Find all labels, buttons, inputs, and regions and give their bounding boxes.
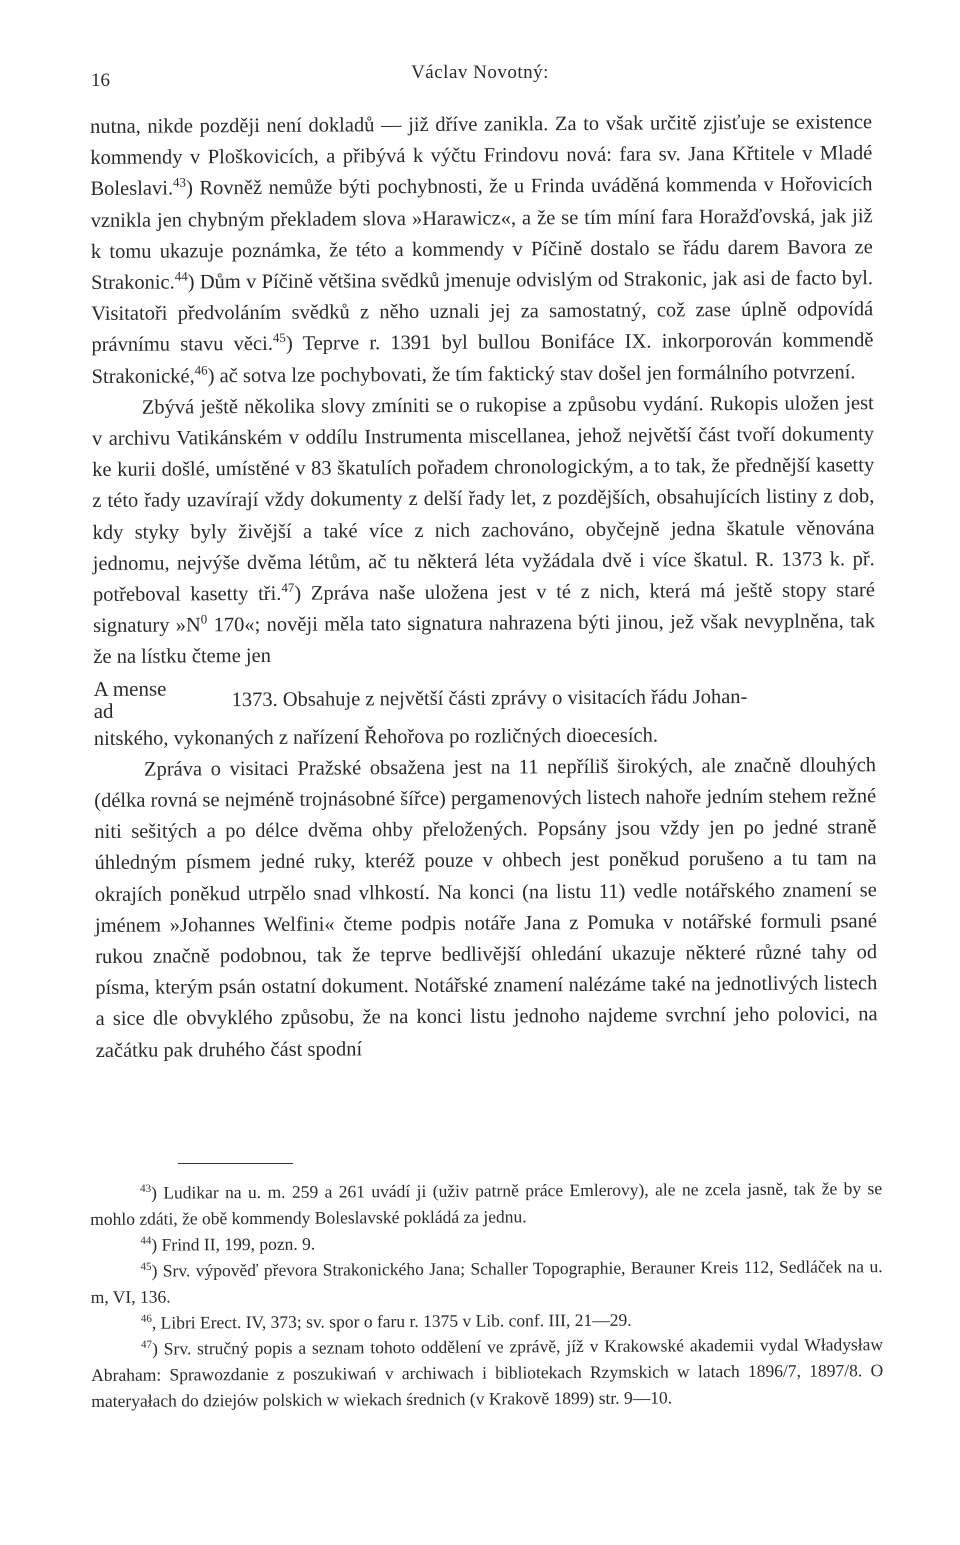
paragraph-text: nutna, nikde později není dokladů — již dříve zanikla. Za to však určitě zjisťuje se existence kommendy v Ploškovicích, a přibývá k výčtu Frindovu nová: fara sv. Jana Křtitele v Mladé Boleslavi. [90,111,873,201]
mense-bottom: ad [93,698,114,723]
footnote-mark: 46 [140,1312,152,1325]
footnote-ref: 45 [272,330,286,346]
footnotes [90,1175,883,1414]
footnote-mark: 47 [140,1338,153,1351]
footnote-text: , Libri Erect. IV, 373; sv. spor o faru r. 1375 v Lib. conf. III, 21—29. [151,1309,632,1333]
footnote-text: ) Frind II, 199, pozn. 9. [151,1233,316,1255]
footnote-ref: 44 [174,268,188,284]
paragraph-text: Zbývá ještě několika slovy zmíniti se o rukopise a způsobu vydání. Rukopis uložen jest v archivu Vatikánském v oddílu Instrumenta miscellanea, jehož největší část tvoří dokumenty ke kurii došlé, umístěné v 83 škatulích pořadem chronologickým, a to tak, že přednější kasetty z této řady uzavírají vždy dokumenty z delší řady let, z pozdějších, obsahujících listiny z dob, kdy styky byly živější a také více z nich zachováno, obyčejně jedna škatule věnována jednomu, nejvýše dvěma létům, ač tu některá léta vyžádala dvě i více škatul. R. 1373 k. př. potřeboval kasetty tři. [91,392,875,607]
paragraph-text: 170«; nověji měla tato signatura nahrazena býti jinou, jež však nevyplněna, tak že na lístku čteme jen [93,610,876,669]
footnote-text: ) Srv. stručný popis a seznam tohoto oddělení ve zprávě, jíž v Krakowské akademii vydal Władysław Abraham: Sprawozdanie z poszukiwań v archiwach i bibliotekach Rzymskich w latach 1896/7, 1897/8. O materyałach do dziejów polskich w wiekach średnich (v Krakově 1899) str. 9—10. [91,1334,884,1411]
footnote-mark: 45 [140,1260,152,1273]
footnote-45 [90,1253,882,1310]
footnote-mark: 44 [140,1234,152,1247]
footnote-ref: 46 [194,362,208,378]
page-header [0,62,960,92]
mense-fraction [93,677,231,722]
footnote-ref: 43 [172,174,187,191]
paragraph-1 [90,107,874,393]
paragraph-2 [92,388,876,674]
paragraph-text: ) Zpráva naše uložena jest v té z nich, která má ještě stopy staré signatury »N [93,579,876,638]
mense-line [93,673,875,722]
footnote-text: ) Ludikar na u. m. 259 a 261 uvádí ji (uživ patrně práce Emlerovy), ale ne zcela jasně, tak že by se mohlo zdáti, že obě kommendy Boleslavské pokládá za jednu. [90,1178,883,1229]
superscript-zero: 0 [200,611,208,627]
paragraph-2-end: nitského, vykonaných z nařízení Řehořova po rozličných dioecesích. [93,724,659,750]
footnote-ref: 47 [281,579,295,596]
footnote-mark: 43 [140,1182,152,1195]
footnote-47 [91,1331,883,1414]
footnote-text: ) Srv. výpověď převora Strakonického Jana; Schaller Topographie, Berauner Kreis 112, Sedláček na u. m, VI, 136. [90,1256,883,1307]
mense-top: A mense [93,676,167,701]
running-head: Václav Novotný: [411,62,549,83]
body-text [90,107,878,1067]
paragraph-text: ) ač sotva lze pochybovati, že tím faktický stav došel jen formálního potvrzení. [207,360,856,387]
paragraph-text: ) Teprve r. 1391 byl bullou Bonifáce IX. inkorporován kommendě Strakonické, [91,329,874,388]
paragraph-text: ) Dům v Píčině většina svědků jmenuje odvislým od Strakonic, jak asi de facto byl. Visitatoři předvoláním svědků z něho uznali jej za samostatný, což zase úplně odpovídá právnímu stavu věci. [91,267,874,357]
footnote-divider [178,1163,293,1164]
paragraph-3: Zpráva o visitaci Pražské obsažena jest na 11 nepříliš širokých, ale značně dlouhých (délka rovná se nejméně trojnásobné šířce) pergamenových listech nahoře jedním stehem režné niti sešitých a po délce dvěma ohby přeložených. Popsány jsou vždy jen po jedné straně úhledným písmem jedné ruky, kteréž pouze v ohbech jest poněkud porušeno a tu tam na okrajích poněkud utrpělo snad vlhkostí. Na konci (na listu 11) vedle notářského znamení se jménem »Johannes Welfini« čteme podpis notáře Jana z Pomuka v notářské formuli psané rukou značně podobnou, tak že teprve bedlivější ohledání ukazuje některé různé tahy od písma, kterým psán ostatní dokument. Notářské znamení nalézáme také na jednotlivých listech a sice dle obvyklého způsobu, že na konci listu jednoho najdeme svrchní jeho polovici, na začátku pak druhého část spodní [94,754,878,1062]
paragraph-text: ) Rovněž nemůže býti pochybnosti, že u Frinda uváděná kommenda v Hořovicích vznikla jen chybným překladem slova »Harawicz«, a že se tím míní fara Horažďovská, jak již k tomu ukazuje poznámka, že této a kommendy v Píčině dostalo se řádu darem Bavora ze Strakonic. [90,173,873,295]
page-number: 16 [91,70,110,91]
footnote-43 [90,1175,882,1232]
mense-rest: 1373. Obsahuje z největší části zprávy o visitacích řádu Johan- [231,685,748,711]
